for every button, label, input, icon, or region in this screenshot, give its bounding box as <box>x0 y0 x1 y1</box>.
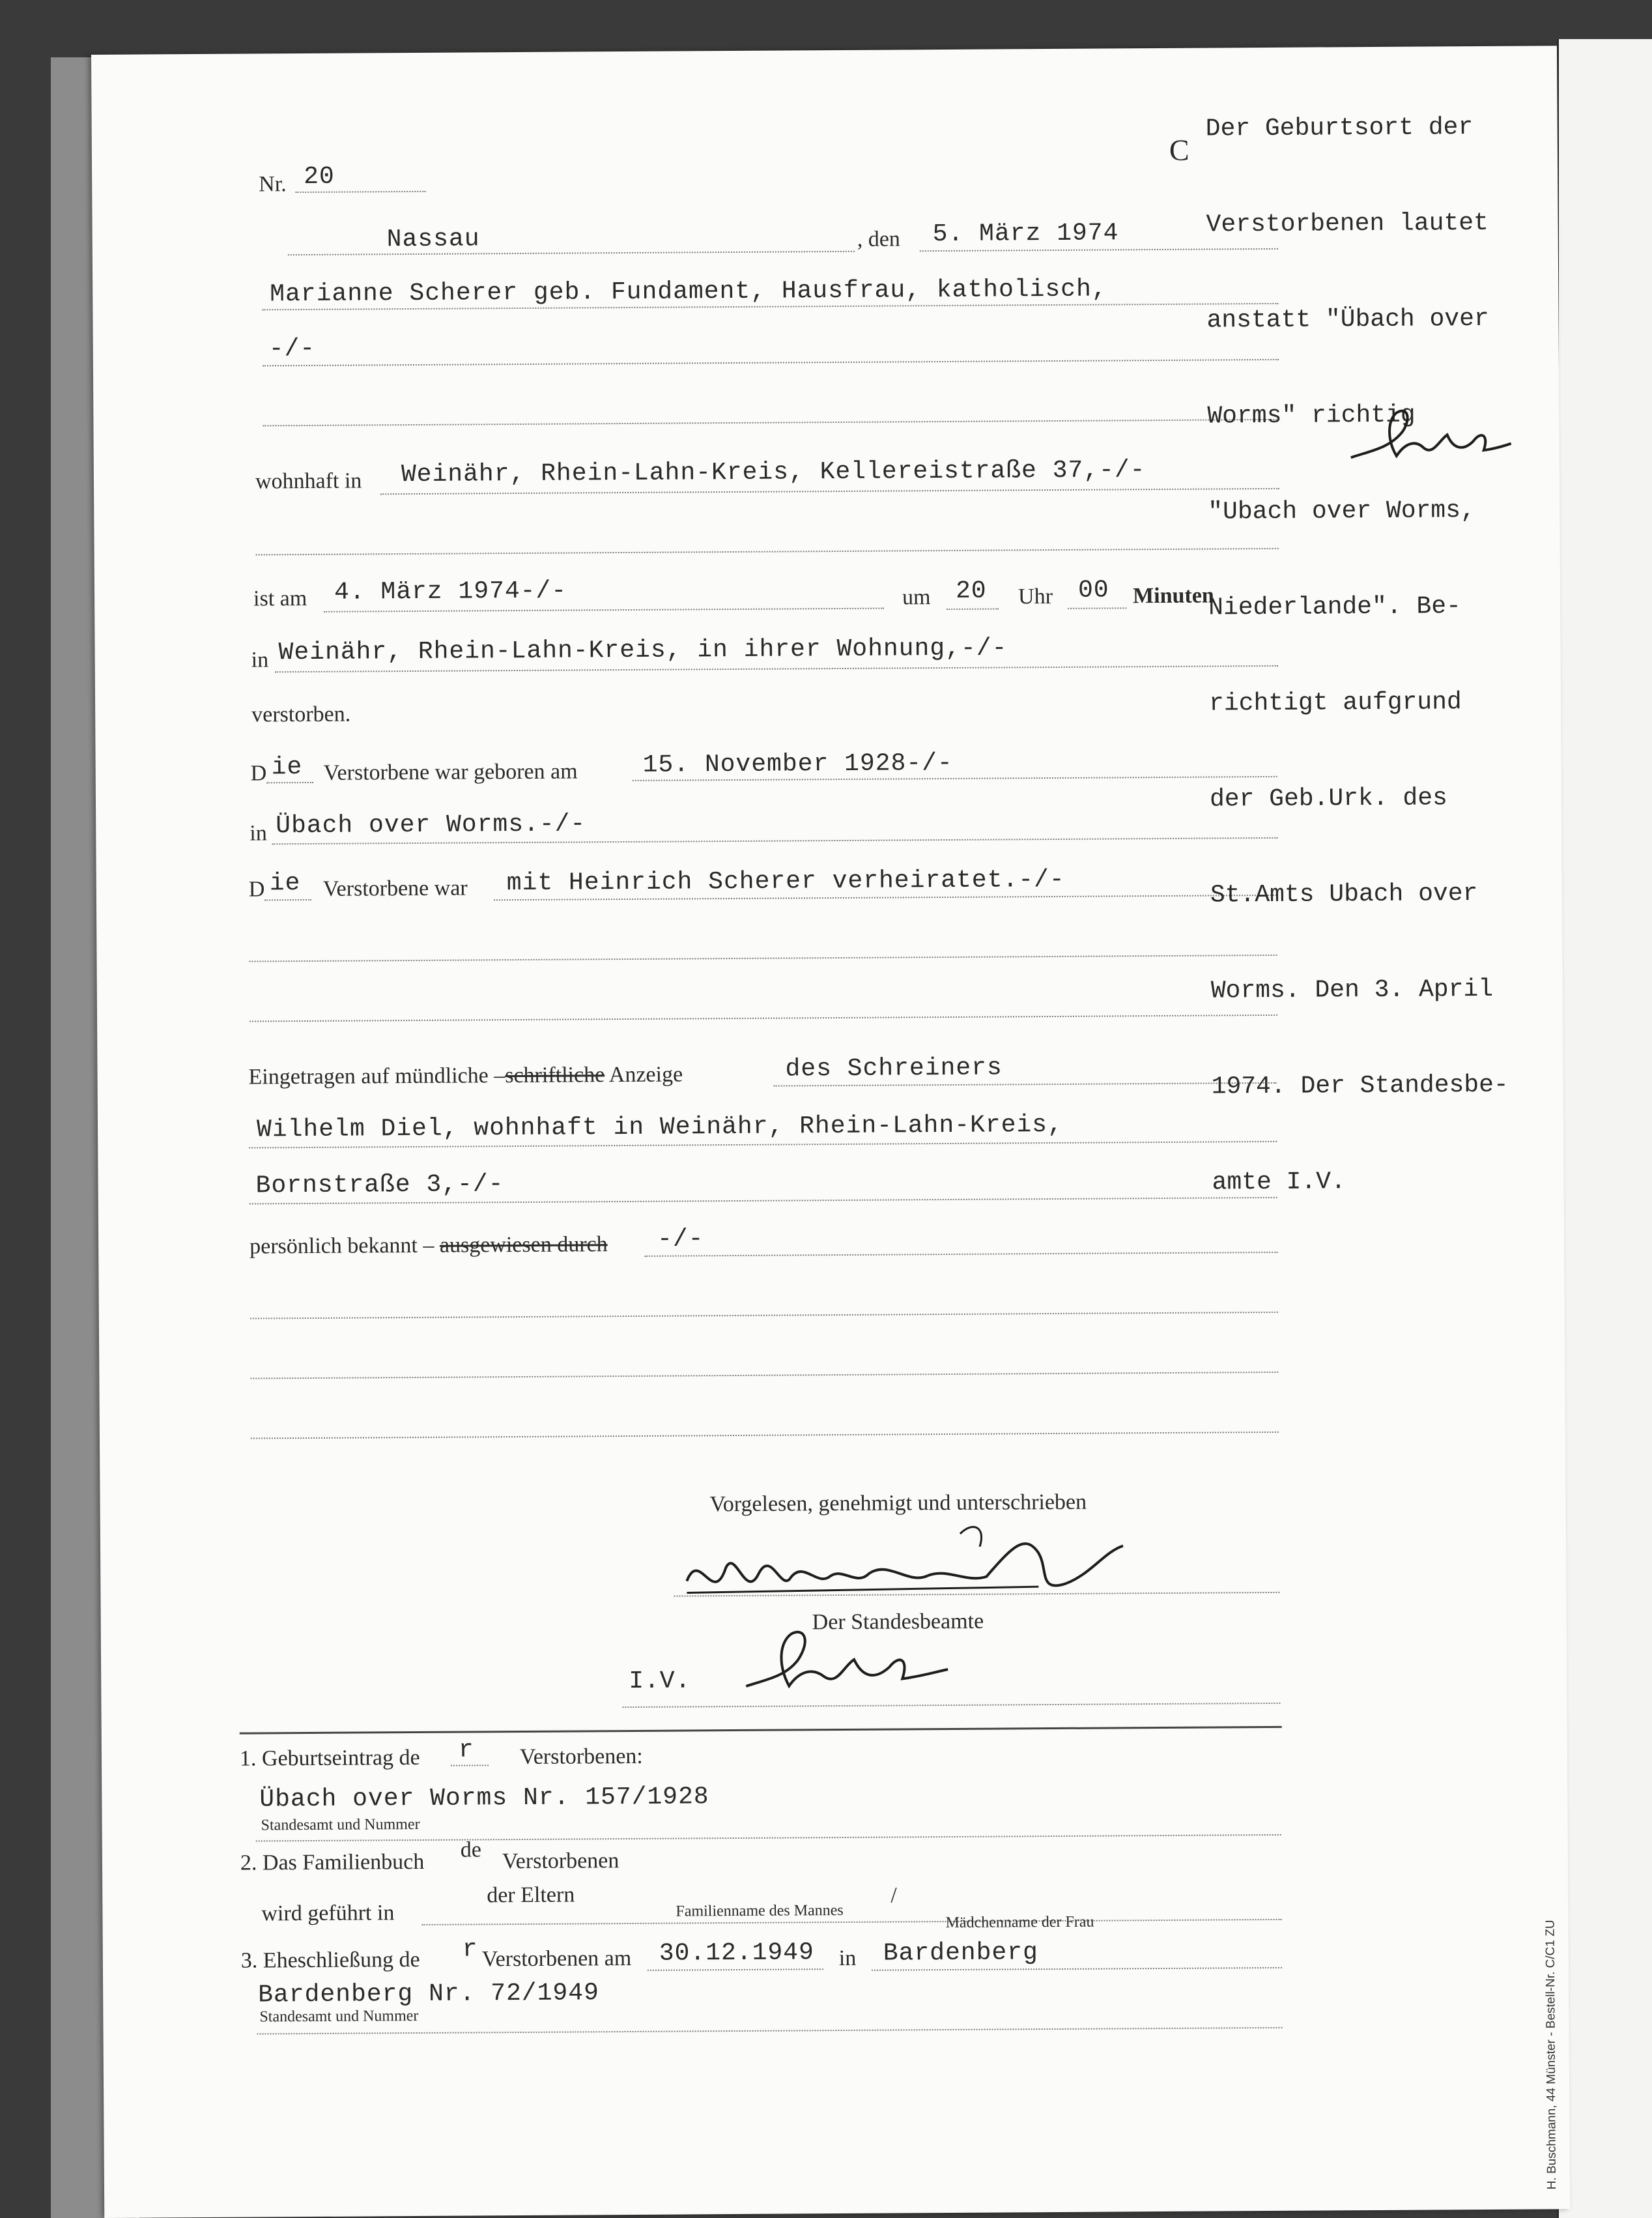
died-line <box>324 608 884 612</box>
margin-correction-note <box>1205 48 1509 1263</box>
entered-label: Eingetragen auf mündliche –schriftliche Anzeige <box>248 1062 683 1089</box>
margin-note-line: 1974. Der Standesbe- <box>1211 1071 1509 1101</box>
margin-note-line: Verstorbenen lautet <box>1206 209 1489 239</box>
item2-slash: / <box>890 1883 897 1908</box>
margin-note-line: der Geb.Urk. des <box>1209 784 1447 814</box>
item3-place-line <box>872 1967 1282 1971</box>
nr-label: Nr. <box>259 172 287 197</box>
facing-page-edge <box>1557 39 1652 2218</box>
line2-value: -/- <box>268 334 316 364</box>
item1-tail: Verstorbenen: <box>519 1744 643 1770</box>
date-value: 5. März 1974 <box>932 219 1119 249</box>
residence-value: Weinähr, Rhein-Lahn-Kreis, Kellereistraße 37,-/- <box>401 456 1146 489</box>
item3-date-line <box>648 1968 823 1971</box>
date-prefix: , den <box>857 227 900 252</box>
death-place-line <box>275 665 1278 672</box>
registrar-signature <box>726 1613 961 1706</box>
standesamt-label-1: Standesamt und Nummer <box>261 1815 420 1834</box>
item1-fill-line <box>451 1764 489 1766</box>
ie2-line <box>264 899 311 900</box>
item3-value-line <box>257 2027 1283 2035</box>
registrar-label: Der Standesbeamte <box>812 1609 984 1635</box>
footer-separator <box>240 1726 1282 1735</box>
informant-line-3: Bornstraße 3,-/- <box>255 1170 504 1200</box>
died-label: ist am <box>253 586 307 611</box>
item3-label: 3. Eheschließung de <box>240 1947 420 1973</box>
item1-value: Übach over Worms Nr. 157/1928 <box>259 1783 709 1814</box>
item1-label: 1. Geburtseintrag de <box>239 1745 420 1771</box>
ie-fill: ie <box>271 753 303 782</box>
minute-value: 00 <box>1077 576 1109 605</box>
minute-line <box>1068 607 1126 609</box>
standesamt-label-2: Standesamt und Nummer <box>259 2007 419 2026</box>
ie-line <box>266 782 313 783</box>
informant-line-2: Wilhelm Diel, wohnhaft in Weinähr, Rhein-Lahn-Kreis, <box>256 1110 1063 1144</box>
death-in-label: in <box>251 648 269 672</box>
blank-line-4 <box>250 1372 1278 1379</box>
married-value: mit Heinrich Scherer verheiratet.-/- <box>506 865 1065 898</box>
line3-dotted-line <box>263 419 1279 427</box>
item2-de: de <box>460 1837 482 1862</box>
item2-eltern: der Eltern <box>487 1882 575 1908</box>
married-label: Verstorbene war <box>322 876 468 901</box>
known-label: persönlich bekannt – ausgewiesen durch <box>249 1232 608 1259</box>
residence-line-2 <box>256 548 1279 556</box>
blank-line-1 <box>249 955 1277 962</box>
birth-place: Übach over Worms.-/- <box>276 810 586 841</box>
item1-value-line <box>256 1834 1281 1842</box>
d-label: D <box>250 761 267 786</box>
nr-value: 20 <box>304 162 335 192</box>
printer-mark: H. Buschmann, 44 Münster - Bestell-Nr. C/C1 ZU <box>1543 1920 1559 2190</box>
margin-note-line: Worms. Den 3. April <box>1210 975 1494 1005</box>
informant-signature <box>674 1506 1169 1620</box>
death-register-page <box>91 46 1570 2218</box>
margin-note-line: "Ubach over Worms, <box>1208 497 1475 526</box>
margin-note-line: Niederlande". Be- <box>1208 592 1462 622</box>
minuten-label: Minuten <box>1132 583 1214 609</box>
birth-in-label: in <box>249 821 267 846</box>
name-line: Marianne Scherer geb. Fundament, Hausfrau, katholisch, <box>270 275 1107 309</box>
known-value: -/- <box>657 1225 704 1254</box>
item3-date: 30.12.1949 <box>659 1938 814 1968</box>
known-line <box>644 1252 1277 1257</box>
item1-fill: r <box>458 1736 474 1764</box>
item3-mid: Verstorbenen am <box>481 1946 632 1972</box>
residence-line <box>380 488 1279 495</box>
blank-line-3 <box>250 1312 1278 1319</box>
place-line <box>288 251 855 255</box>
item3-place: Bardenberg <box>883 1938 1038 1968</box>
died-value: 4. März 1974-/- <box>334 577 567 607</box>
item3-in: in <box>838 1946 857 1971</box>
residence-label: wohnhaft in <box>255 468 362 494</box>
hour-line <box>947 609 999 610</box>
born-value: 15. November 1928-/- <box>642 749 953 779</box>
verstorben-label: verstorben. <box>251 702 351 727</box>
margin-note-line: Worms" richtig <box>1207 401 1416 431</box>
margin-signature <box>1344 398 1514 471</box>
d2-label: D <box>248 877 265 902</box>
iv-value: I.V. <box>629 1667 691 1696</box>
blank-line-5 <box>251 1432 1279 1439</box>
place-value: Nassau <box>386 225 480 254</box>
uhr-label: Uhr <box>1018 584 1053 609</box>
item3-value: Bardenberg Nr. 72/1949 <box>258 1979 600 2009</box>
ie2-fill: ie <box>269 869 301 898</box>
nr-line <box>295 191 425 193</box>
read-approved-label: Vorgelesen, genehmigt und unterschrieben <box>709 1490 1087 1517</box>
margin-note-line: Der Geburtsort der <box>1205 113 1474 143</box>
item2-label: 2. Das Familienbuch <box>240 1849 425 1875</box>
familienname-label: Familienname des Mannes <box>676 1901 844 1920</box>
margin-note-line: anstatt "Übach over <box>1206 304 1489 335</box>
margin-note-line: St.Amts Ubach over <box>1210 880 1478 910</box>
maedchenname-label: Mädchenname der Frau <box>945 1913 1094 1932</box>
um-label: um <box>902 585 931 610</box>
born-label: Verstorbene war geboren am <box>323 759 578 785</box>
item2-line <box>422 1919 1282 1925</box>
margin-note-line: amte I.V. <box>1212 1168 1346 1197</box>
death-place: Weinähr, Rhein-Lahn-Kreis, in ihrer Wohnung,-/- <box>278 634 1008 667</box>
line2-dotted-line <box>263 359 1279 367</box>
item3-fill: r <box>462 1935 478 1964</box>
item2-wird: wird geführt in <box>261 1901 395 1926</box>
hour-value: 20 <box>955 577 987 605</box>
margin-letter: C <box>1169 133 1189 167</box>
blank-line-2 <box>249 1015 1277 1022</box>
informant-line-1: des Schreiners <box>785 1054 1003 1084</box>
margin-note-line: richtigt aufgrund <box>1208 688 1462 718</box>
item2-verstorbenen: Verstorbenen <box>502 1849 620 1874</box>
